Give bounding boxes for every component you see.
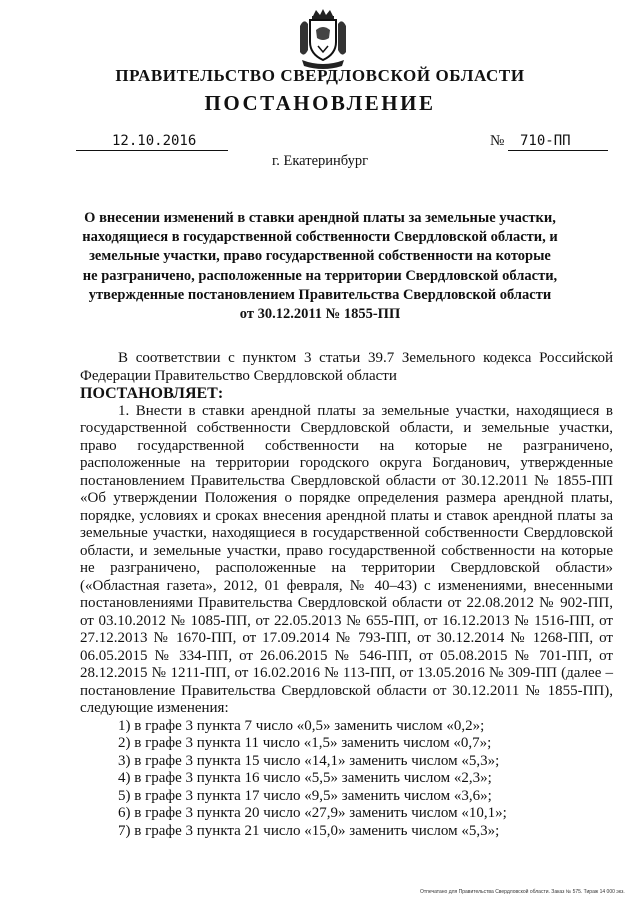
number-underline [508,150,608,151]
date-underline [76,150,228,151]
change-item: 3) в графе 3 пункта 15 число «14,1» заменить числом «5,3»; [118,752,500,769]
city: г. Екатеринбург [271,153,369,169]
print-footer: Отпечатано для Правительства Свердловской области. Заказ № 575. Тираж 14 000 экз. [420,889,625,895]
change-item: 5) в графе 3 пункта 17 число «9,5» заменить числом «3,6»; [118,787,492,804]
coat-of-arms-emblem-icon [296,8,350,70]
document-body [80,350,613,840]
change-item: 1) в графе 3 пункта 7 число «0,5» заменить числом «0,2»; [118,717,485,734]
document-number: 710-ПП [520,133,571,149]
resolves-heading: ПОСТАНОВЛЯЕТ: [80,385,224,402]
change-item: 6) в графе 3 пункта 20 число «27,9» заменить числом «10,1»; [118,805,507,821]
item-1-paragraph: 1. Внести в ставки арендной платы за земельные участки, находящиеся в государственной собственности Свердловской области, и земельные участки, право государственной собственности на которые не разграничено, расположенные на территории городского округа Богданович, утвержденные постановлением Правительства Свердловской области от 30.12.2011 № 1855-ПП «Об утверждении Положения о порядке определения размера арендной платы, порядке, условиях и сроках внесения арендной платы и ставок арендной платы за земельные участки, находящиеся в государственной собственности Свердловской области, и земельные участки, право государственной собственности на которые не разграничено, расположенные на территории Свердловской области» («Областная газета», 2012, 01 февраля, № 40–43) с изменениями, внесенными постановлениями Правительства Свердловской области от 22.08.2012 № 902-ПП, от 03.10.2012 № 1085-ПП, от 22.05.2013 № 655-ПП, от 16.12.2013 № 1516-ПП, от 27.12.2013 № 1670-ПП, от 17.09.2014 № 793-ПП, от 30.12.2014 № 1268-ПП, от 06.05.2015 № 334-ПП, от 26.06.2015 № 546-ПП, от 05.08.2015 № 701-ПП, от 28.12.2015 № 1211-ПП, от 16.02.2016 № 113-ПП, от 13.05.2016 № 309-ПП (далее – постановление Правительства Свердловской области от 30.12.2011 № 1855-ПП), следующие изменения: [80,402,613,716]
number-sign: № [490,133,505,149]
intro-paragraph: В соответствии с пунктом 3 статьи 39.7 Земельного кодекса Российской Федерации Правительство Свердловской области [80,350,613,384]
change-item: 7) в графе 3 пункта 21 число «15,0» заменить числом «5,3»; [118,822,500,839]
change-item: 2) в графе 3 пункта 11 число «1,5» заменить числом «0,7»; [118,735,492,751]
change-item: 4) в графе 3 пункта 16 число «5,5» заменить числом «2,3»; [118,770,492,786]
document-date: 12.10.2016 [112,133,197,149]
document-title: О внесении изменений в ставки арендной платы за земельные участки, находящиеся в государственной собственности Свердловской области, и земельные участки, право государственной собственности на которые не разграничено, расположенные на территории Свердловской области, утвержденные постановлением Правительства Свердловской области от 30.12.2011 № 1855-ПП [82,210,558,323]
government-name: ПРАВИТЕЛЬСТВО СВЕРДЛОВСКОЙ ОБЛАСТИ [115,66,525,85]
document-type: ПОСТАНОВЛЕНИЕ [204,91,436,115]
